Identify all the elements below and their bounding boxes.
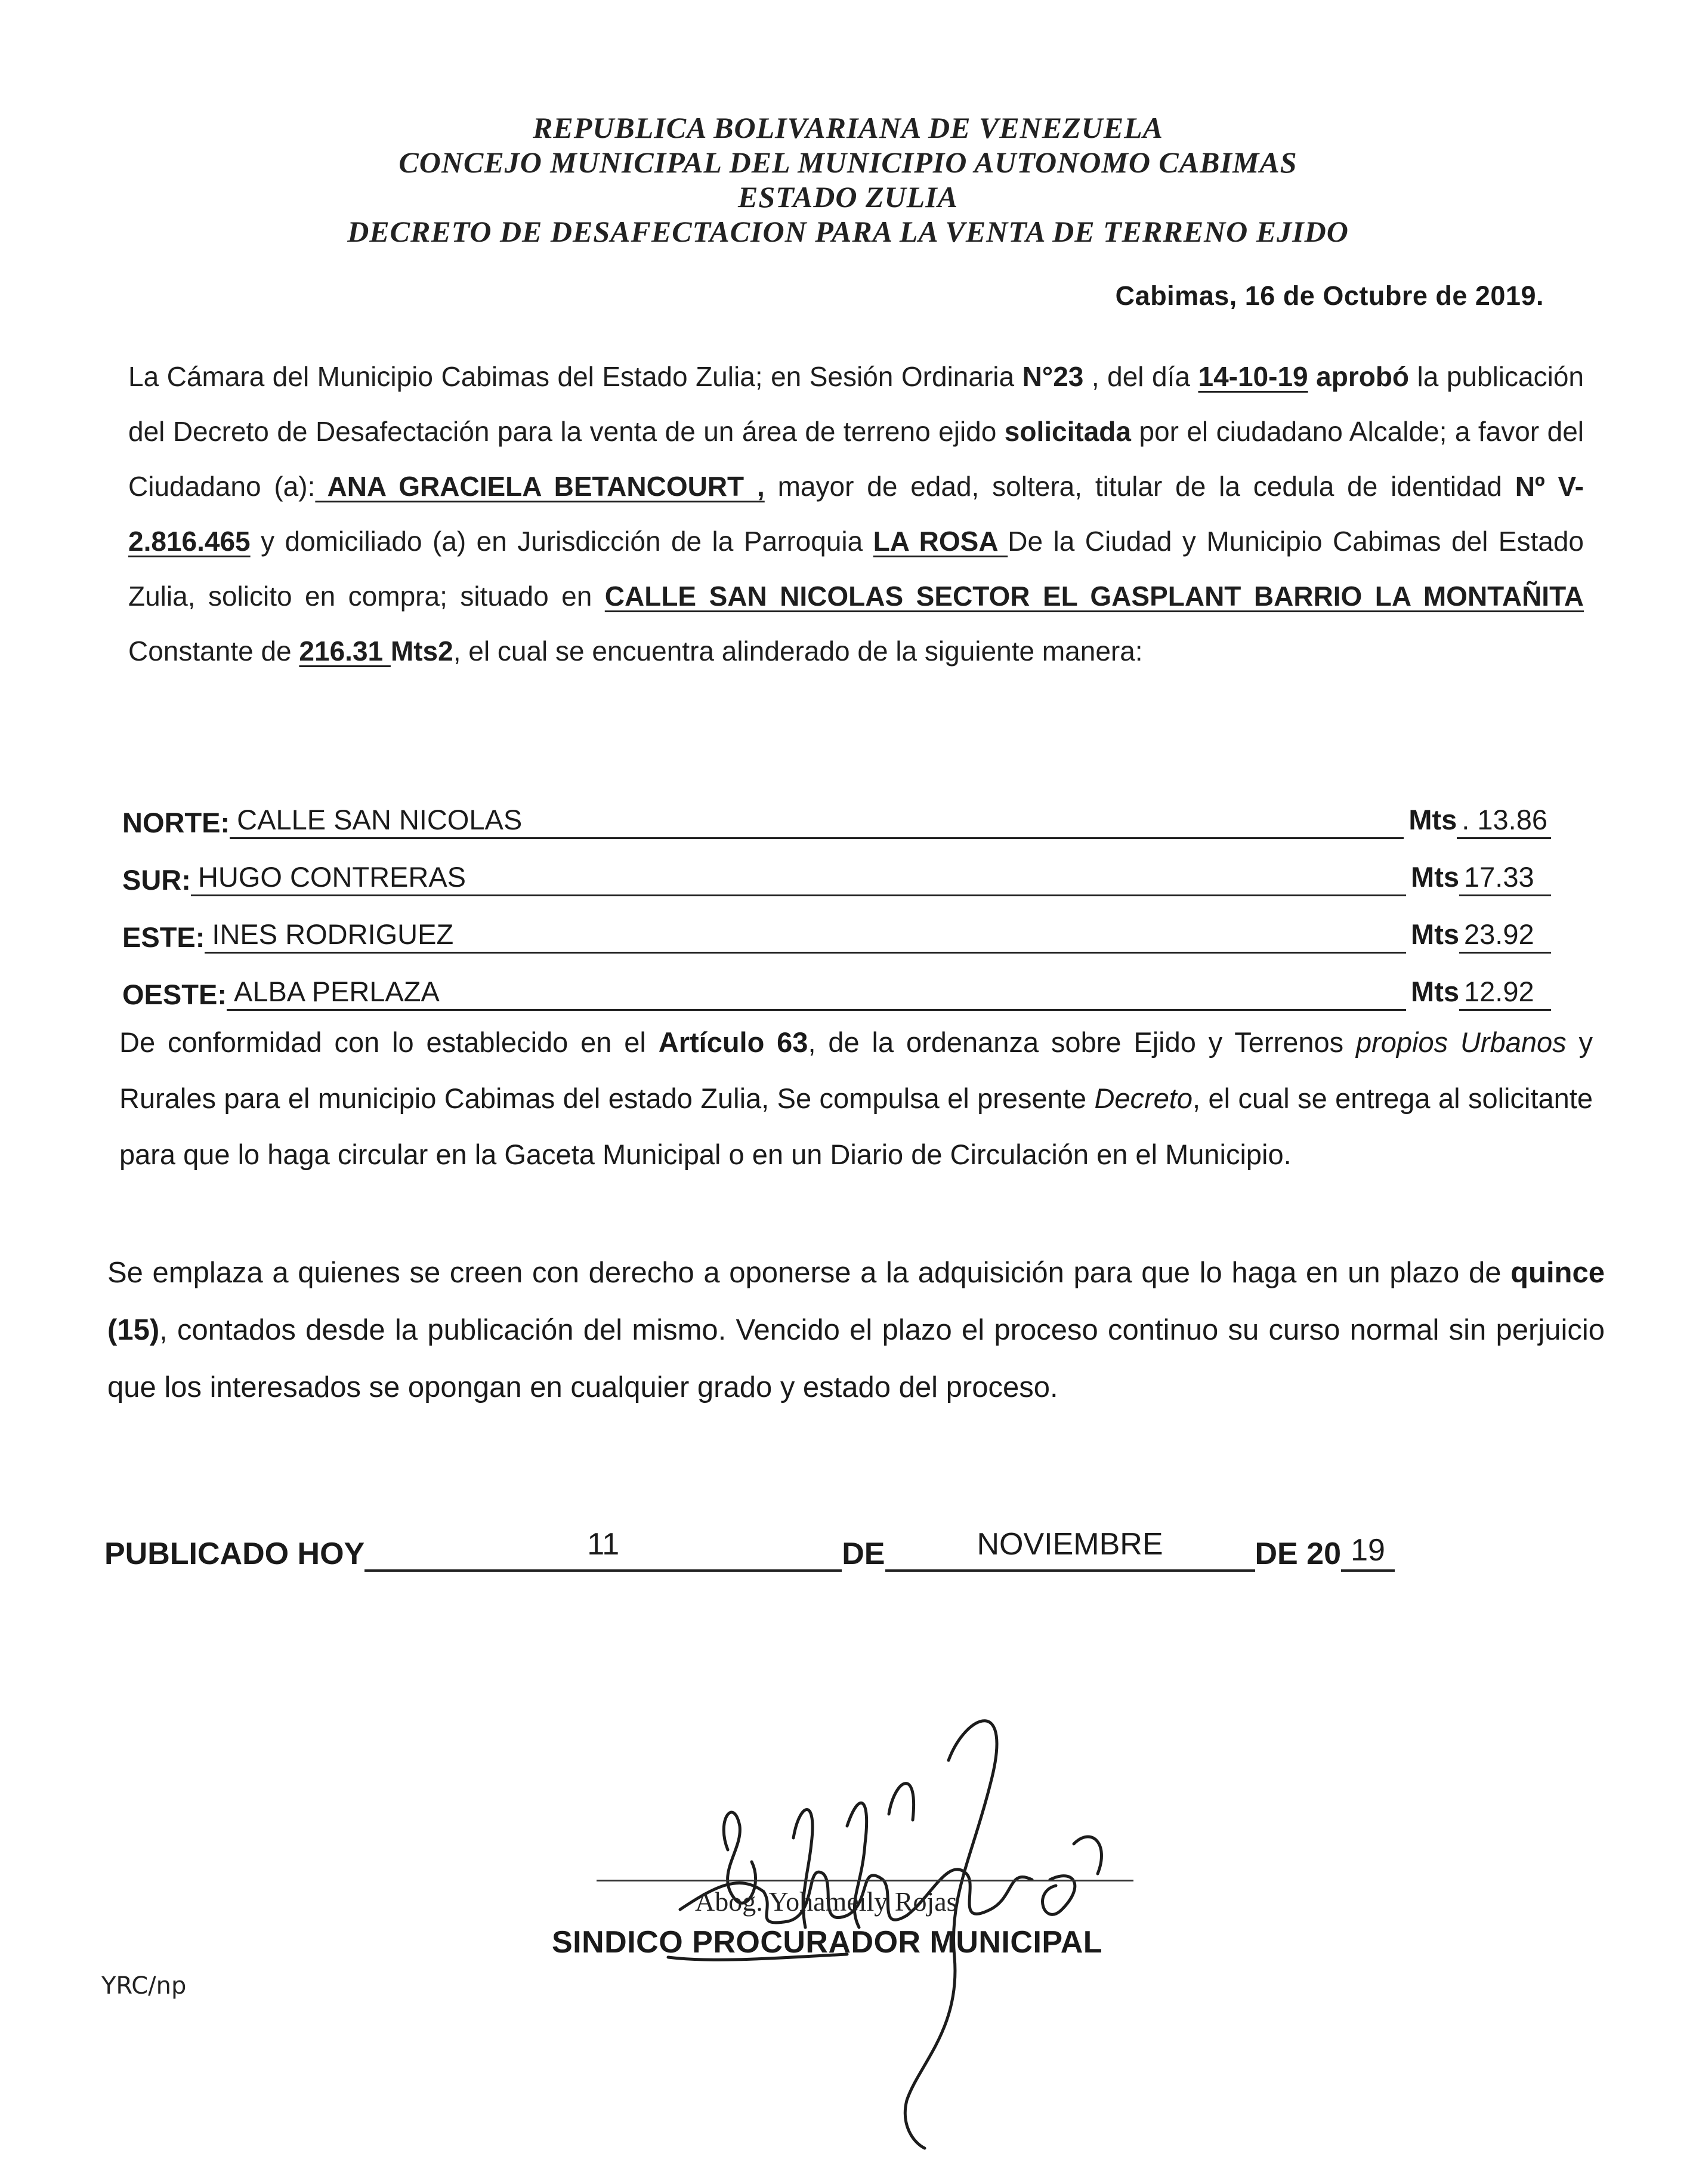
article-ref: Artículo 63 xyxy=(658,1026,808,1058)
boundary-row-norte xyxy=(122,782,1551,839)
boundary-name: CALLE SAN NICOLAS xyxy=(230,803,1404,839)
body-paragraph xyxy=(128,349,1584,678)
boundary-unit: Mts xyxy=(1411,976,1459,1007)
boundary-value: 23.92 xyxy=(1459,918,1551,954)
id-number: 2.816.465 xyxy=(128,526,251,557)
header-council: CONCEJO MUNICIPAL DEL MUNICIPIO AUTONOMO CABIMAS xyxy=(398,146,1298,179)
session-date: 14-10-19 xyxy=(1198,361,1308,392)
boundary-unit: Mts xyxy=(1408,804,1457,835)
boundary-measure xyxy=(1411,860,1551,896)
property-address: CALLE SAN NICOLAS SECTOR EL GASPLANT BARRIO LA MONTAÑITA xyxy=(604,581,1584,612)
boundary-row-sur xyxy=(122,839,1551,896)
body-text: la publicación del Decreto de Desafectación para la venta de un área de terreno ejido xyxy=(128,361,1584,447)
signatory-name: Abog. Yohameily Rojas xyxy=(695,1886,957,1917)
body-text: , contados desde la publicación del mismo. Vencido el plazo el proceso continuo su curso normal sin perjuicio que los interesados se opongan en cualquier grado y estado del proceso. xyxy=(107,1314,1605,1403)
boundary-value: 12.92 xyxy=(1459,975,1551,1011)
body-text: Constante de xyxy=(128,636,299,667)
body-text: La Cámara del Municipio Cabimas del Estado Zulia; en Sesión Ordinaria xyxy=(128,361,1022,392)
boundary-key: OESTE: xyxy=(122,979,227,1010)
boundary-value: 17.33 xyxy=(1459,860,1551,896)
body-text: De conformidad con lo establecido en el xyxy=(119,1026,659,1058)
id-prefix: Nº V- xyxy=(1515,471,1584,502)
boundary-key: NORTE: xyxy=(122,807,230,838)
boundary-key: ESTE: xyxy=(122,921,205,953)
header-republic: REPUBLICA BOLIVARIANA DE VENEZUELA xyxy=(533,111,1163,144)
session-number: N°23 xyxy=(1022,361,1084,392)
published-month-field xyxy=(885,1528,1255,1572)
body-text: , el cual se entrega al solicitante para que lo haga circular en la Gaceta Municipal o en un Diario de Circulación en el Municipio. xyxy=(119,1082,1593,1170)
boundary-measure xyxy=(1411,975,1551,1011)
body-text: , del día xyxy=(1083,361,1198,392)
boundaries-list xyxy=(122,782,1551,1011)
term-days: quince (15) xyxy=(107,1257,1605,1346)
body-text: Se emplaza a quienes se creen con derecho a oponerse a la adquisición para que lo haga en un plazo de xyxy=(107,1257,1511,1289)
signatory-title: SINDICO PROCURADOR MUNICIPAL xyxy=(552,1925,1103,1960)
header-state: ESTADO ZULIA xyxy=(737,180,958,214)
published-day: 11 xyxy=(587,1527,620,1562)
body-text: De la Ciudad y Municipio Cabimas del Estado Zulia, solicito en compra; situado en xyxy=(128,526,1584,612)
boundary-key: SUR: xyxy=(122,864,191,896)
parish-name: LA ROSA xyxy=(873,526,1008,557)
reference-initials: YRC/np xyxy=(101,1972,187,2000)
boundary-unit: Mts xyxy=(1411,861,1459,893)
body-text: y domiciliado (a) en Jurisdicción de la Parroquia xyxy=(250,526,873,557)
published-de: DE xyxy=(842,1537,885,1571)
published-day-field xyxy=(364,1528,842,1572)
boundary-measure xyxy=(1408,803,1551,839)
body-text: Decreto xyxy=(1094,1082,1193,1114)
area-value: 216.31 xyxy=(299,636,391,667)
header-decree-title: DECRETO DE DESAFECTACION PARA LA VENTA DE TERRENO EJIDO xyxy=(347,215,1349,248)
body-text: y Rurales para el municipio Cabimas del estado Zulia, Se compulsa el presente xyxy=(119,1026,1593,1114)
published-de-year: DE 20 xyxy=(1255,1537,1342,1571)
body-text: , el cual se encuentra alinderado de la siguiente manera: xyxy=(453,636,1143,667)
body-text: propios Urbanos xyxy=(1355,1026,1567,1058)
document-header xyxy=(0,110,1696,249)
published-year: 19 xyxy=(1351,1533,1385,1568)
citizen-name: ANA GRACIELA BETANCOURT , xyxy=(315,471,765,502)
body-text: mayor de edad, soltera, titular de la cedula de identidad xyxy=(764,471,1515,502)
body-text: por el ciudadano Alcalde; a favor del Ciudadano (a): xyxy=(128,416,1584,502)
published-month: NOVIEMBRE xyxy=(977,1527,1163,1562)
boundary-row-oeste xyxy=(122,954,1551,1011)
boundary-value: . 13.86 xyxy=(1457,803,1551,839)
published-line xyxy=(104,1528,1476,1572)
body-text: aprobó xyxy=(1316,361,1410,392)
published-year-field xyxy=(1341,1528,1395,1572)
boundary-unit: Mts xyxy=(1411,918,1459,950)
body-text: , de la ordenanza sobre Ejido y Terrenos xyxy=(808,1026,1356,1058)
boundary-measure xyxy=(1411,918,1551,954)
boundary-name: INES RODRIGUEZ xyxy=(205,918,1406,954)
boundary-row-este xyxy=(122,896,1551,954)
boundary-name: HUGO CONTRERAS xyxy=(191,860,1406,896)
boundary-name: ALBA PERLAZA xyxy=(227,975,1406,1011)
conformity-paragraph xyxy=(119,1014,1593,1183)
published-label: PUBLICADO HOY xyxy=(104,1537,365,1571)
signature-line xyxy=(597,1880,1133,1881)
date-line: Cabimas, 16 de Octubre de 2019. xyxy=(1115,280,1544,311)
body-text: solicitada xyxy=(1004,416,1131,447)
summons-paragraph xyxy=(107,1244,1605,1416)
area-unit: Mts2 xyxy=(390,636,453,667)
